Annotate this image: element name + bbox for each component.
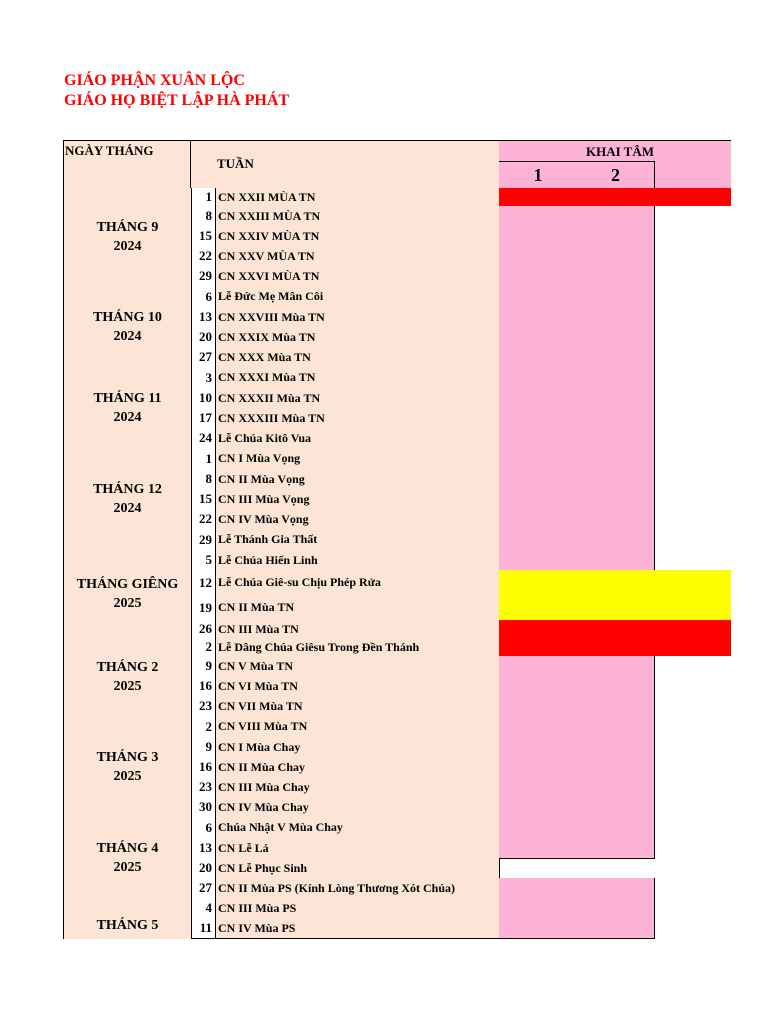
khai-tam-cell-2 xyxy=(577,737,655,758)
khai-tam-cell-1 xyxy=(499,489,578,510)
khai-tam-cell-2 xyxy=(577,676,655,697)
diocese-title: GIÁO PHẬN XUÂN LỘC xyxy=(64,72,245,89)
khai-tam-cell-1 xyxy=(499,716,578,738)
khai-tam-cell-2 xyxy=(577,797,655,818)
week-name: CN VII Mùa TN xyxy=(215,696,500,717)
week-name: CN III Mùa TN xyxy=(215,620,500,639)
khai-tam-cell-2 xyxy=(577,878,655,899)
week-name: CN XXX Mùa TN xyxy=(215,347,500,368)
khai-tam-cell-1 xyxy=(499,898,578,919)
week-name: Lễ Thánh Gia Thất xyxy=(215,529,500,551)
week-name: CN III Mùa Chay xyxy=(215,777,500,798)
month-name: THÁNG GIÊNG xyxy=(76,577,179,592)
khai-tam-cell-2 xyxy=(577,529,655,551)
khai-tam-cell-2 xyxy=(577,266,655,287)
header-week: TUẦN xyxy=(191,140,500,189)
day-number: 11 xyxy=(191,918,216,939)
khai-tam-band-red xyxy=(499,188,731,206)
week-name: CN II Mùa TN xyxy=(215,595,500,621)
day-number: 20 xyxy=(191,858,216,879)
month-name: THÁNG 9 xyxy=(96,220,159,235)
month-label xyxy=(63,367,191,449)
khai-tam-cell-1 xyxy=(499,246,578,267)
week-name: CN VI Mùa TN xyxy=(215,676,500,697)
month-name: THÁNG 12 xyxy=(93,482,162,497)
khai-tam-cell-1 xyxy=(499,797,578,818)
day-number: 23 xyxy=(191,696,216,717)
day-number: 2 xyxy=(191,716,216,738)
khai-tam-cell-2 xyxy=(577,550,655,571)
khai-tam-cell-1 xyxy=(499,817,578,839)
day-number: 10 xyxy=(191,388,216,409)
day-number: 6 xyxy=(191,286,216,308)
week-name: CN IV Mùa PS xyxy=(215,918,500,939)
month-year: 2025 xyxy=(113,679,142,694)
day-number: 27 xyxy=(191,878,216,899)
khai-tam-cell-1 xyxy=(499,676,578,697)
month-year: 2024 xyxy=(113,501,142,516)
week-name: CN V Mùa TN xyxy=(215,656,500,677)
month-label xyxy=(63,448,191,551)
header-pink-extension xyxy=(655,161,731,189)
khai-tam-cell-2 xyxy=(577,696,655,717)
khai-tam-cell-2 xyxy=(577,898,655,919)
khai-tam-cell-1 xyxy=(499,388,578,409)
khai-tam-cell-1 xyxy=(499,550,578,571)
khai-tam-cell-2 xyxy=(577,656,655,677)
month-year: 2024 xyxy=(113,328,142,344)
khai-tam-cell-1 xyxy=(499,367,578,389)
day-number: 15 xyxy=(191,226,216,247)
week-name: CN IV Mùa Chay xyxy=(215,797,500,818)
week-name: CN XXXI Mùa TN xyxy=(215,367,500,389)
khai-tam-band-red xyxy=(499,620,731,638)
khai-tam-cell-2 xyxy=(577,777,655,798)
day-number: 23 xyxy=(191,777,216,798)
week-name: CN II Mùa PS (Kính Lòng Thương Xót Chúa) xyxy=(215,878,500,899)
week-name: Lễ Chúa Giê-su Chịu Phép Rửa xyxy=(215,570,500,596)
week-name: Lễ Đức Mẹ Mân Côi xyxy=(215,286,500,308)
week-name: CN VIII Mùa TN xyxy=(215,716,500,738)
week-name: Lễ Chúa Kitô Vua xyxy=(215,428,500,449)
khai-tam-cell-2 xyxy=(577,206,655,227)
day-number: 29 xyxy=(191,266,216,287)
month-name: THÁNG 5 xyxy=(96,918,159,933)
khai-tam-cell-2 xyxy=(577,716,655,738)
week-name: CN XXII MÙA TN xyxy=(215,188,500,207)
day-number: 8 xyxy=(191,206,216,227)
khai-tam-cell-1 xyxy=(499,469,578,490)
khai-tam-cell-2 xyxy=(577,226,655,247)
month-year: 2025 xyxy=(113,768,142,784)
week-name: CN III Mùa Vọng xyxy=(215,489,500,510)
khai-tam-cell-2 xyxy=(577,757,655,778)
khai-tam-cell-2 xyxy=(577,408,655,429)
header-date: NGÀY THÁNG xyxy=(63,140,191,189)
khai-tam-band-yellow xyxy=(499,570,731,595)
khai-tam-cell-1 xyxy=(499,737,578,758)
khai-tam-cell-1 xyxy=(499,327,578,348)
month-label xyxy=(63,286,191,368)
month-label xyxy=(63,638,191,717)
month-label xyxy=(63,716,191,818)
week-name: CN II Mùa Chay xyxy=(215,757,500,778)
week-name: CN III Mùa PS xyxy=(215,898,500,919)
month-name: THÁNG 4 xyxy=(96,840,159,856)
week-name: CN XXXIII Mùa TN xyxy=(215,408,500,429)
khai-tam-cell-2 xyxy=(577,838,655,859)
week-name: CN XXIV MÙA TN xyxy=(215,226,500,247)
khai-tam-cell-1 xyxy=(499,656,578,677)
header-khai-tam xyxy=(499,140,731,162)
khai-tam-cell-1 xyxy=(499,347,578,368)
week-name: CN XXIX Mùa TN xyxy=(215,327,500,348)
week-name: Lễ Dâng Chúa Giêsu Trong Đền Thánh xyxy=(215,638,500,657)
khai-tam-cell-1 xyxy=(499,529,578,551)
month-label xyxy=(63,817,191,899)
day-number: 13 xyxy=(191,307,216,328)
day-number: 20 xyxy=(191,327,216,348)
month-label xyxy=(63,898,191,939)
khai-tam-cell-1 xyxy=(499,286,578,308)
week-name: CN Lễ Lá xyxy=(215,838,500,859)
khai-tam-cell-2 xyxy=(577,347,655,368)
khai-tam-cell-1 xyxy=(499,696,578,717)
week-name: CN XXVIII Mùa TN xyxy=(215,307,500,328)
month-year: 2024 xyxy=(113,409,142,425)
khai-tam-cell-1 xyxy=(499,307,578,328)
day-number: 9 xyxy=(191,656,216,677)
day-number: 15 xyxy=(191,489,216,510)
header-sub-1: 1 xyxy=(499,161,578,189)
header-sub-2: 2 xyxy=(577,161,655,189)
week-name: CN XXIII MÙA TN xyxy=(215,206,500,227)
week-name: CN XXVI MÙA TN xyxy=(215,266,500,287)
khai-tam-cell-2 xyxy=(577,388,655,409)
khai-tam-cell-2 xyxy=(577,469,655,490)
week-name: CN XXXII Mùa TN xyxy=(215,388,500,409)
khai-tam-cell-2 xyxy=(577,918,655,939)
month-name: THÁNG 11 xyxy=(93,390,162,406)
day-number: 1 xyxy=(191,188,216,207)
khai-tam-cell-1 xyxy=(499,838,578,859)
month-year: 2025 xyxy=(113,596,142,611)
day-number: 4 xyxy=(191,898,216,919)
khai-tam-cell-1 xyxy=(499,226,578,247)
khai-tam-cell-1 xyxy=(499,878,578,899)
week-name: CN Lễ Phục Sinh xyxy=(215,858,500,879)
parish-title: GIÁO HỌ BIỆT LẬP HÀ PHÁT xyxy=(64,92,290,109)
khai-tam-cell-2 xyxy=(577,327,655,348)
day-number: 5 xyxy=(191,550,216,571)
day-number: 30 xyxy=(191,797,216,818)
day-number: 3 xyxy=(191,367,216,389)
week-name: CN I Mùa Vọng xyxy=(215,448,500,470)
month-name: THÁNG 10 xyxy=(93,309,162,325)
day-number: 16 xyxy=(191,757,216,778)
day-number: 27 xyxy=(191,347,216,368)
khai-tam-cell-1 xyxy=(499,266,578,287)
day-number: 19 xyxy=(191,595,216,621)
month-label xyxy=(63,188,191,287)
khai-tam-cell-1 xyxy=(499,206,578,227)
khai-tam-cell-1 xyxy=(499,428,578,449)
khai-tam-cell-1 xyxy=(499,448,578,470)
khai-tam-cell-1 xyxy=(499,757,578,778)
month-year: 2024 xyxy=(113,239,142,254)
khai-tam-cell-2 xyxy=(577,817,655,839)
day-number: 8 xyxy=(191,469,216,490)
day-number: 24 xyxy=(191,428,216,449)
day-number: 9 xyxy=(191,737,216,758)
day-number: 22 xyxy=(191,246,216,267)
month-label xyxy=(63,550,191,639)
khai-tam-cell-1 xyxy=(499,509,578,530)
week-name: CN II Mùa Vọng xyxy=(215,469,500,490)
khai-tam-cell-2 xyxy=(577,286,655,308)
day-number: 16 xyxy=(191,676,216,697)
day-number: 13 xyxy=(191,838,216,859)
khai-tam-cell-1 xyxy=(499,918,578,939)
khai-tam-cell-1 xyxy=(499,777,578,798)
week-name: CN IV Mùa Vọng xyxy=(215,509,500,530)
khai-tam-cell-2 xyxy=(577,428,655,449)
khai-tam-cell-2 xyxy=(577,448,655,470)
day-number: 1 xyxy=(191,448,216,470)
week-name: CN I Mùa Chay xyxy=(215,737,500,758)
khai-tam-band-red xyxy=(499,638,731,656)
khai-tam-band-yellow xyxy=(499,595,731,620)
khai-tam-cell-2 xyxy=(577,246,655,267)
header-khai-tam-label: KHAI TÂM xyxy=(585,143,654,159)
khai-tam-cell-1 xyxy=(499,408,578,429)
month-year: 2025 xyxy=(113,859,142,875)
khai-tam-cell-2 xyxy=(577,509,655,530)
day-number: 6 xyxy=(191,817,216,839)
week-name: CN XXV MÙA TN xyxy=(215,246,500,267)
khai-tam-cell-2 xyxy=(577,367,655,389)
day-number: 26 xyxy=(191,620,216,639)
month-name: THÁNG 3 xyxy=(96,749,159,765)
khai-tam-cell-2 xyxy=(577,489,655,510)
day-number: 2 xyxy=(191,638,216,657)
day-number: 17 xyxy=(191,408,216,429)
day-number: 12 xyxy=(191,570,216,596)
day-number: 22 xyxy=(191,509,216,530)
week-name: Chúa Nhật V Mùa Chay xyxy=(215,817,500,839)
day-number: 29 xyxy=(191,529,216,551)
khai-tam-cell-2 xyxy=(577,307,655,328)
month-name: THÁNG 2 xyxy=(96,660,159,675)
week-name: Lễ Chúa Hiển Linh xyxy=(215,550,500,571)
